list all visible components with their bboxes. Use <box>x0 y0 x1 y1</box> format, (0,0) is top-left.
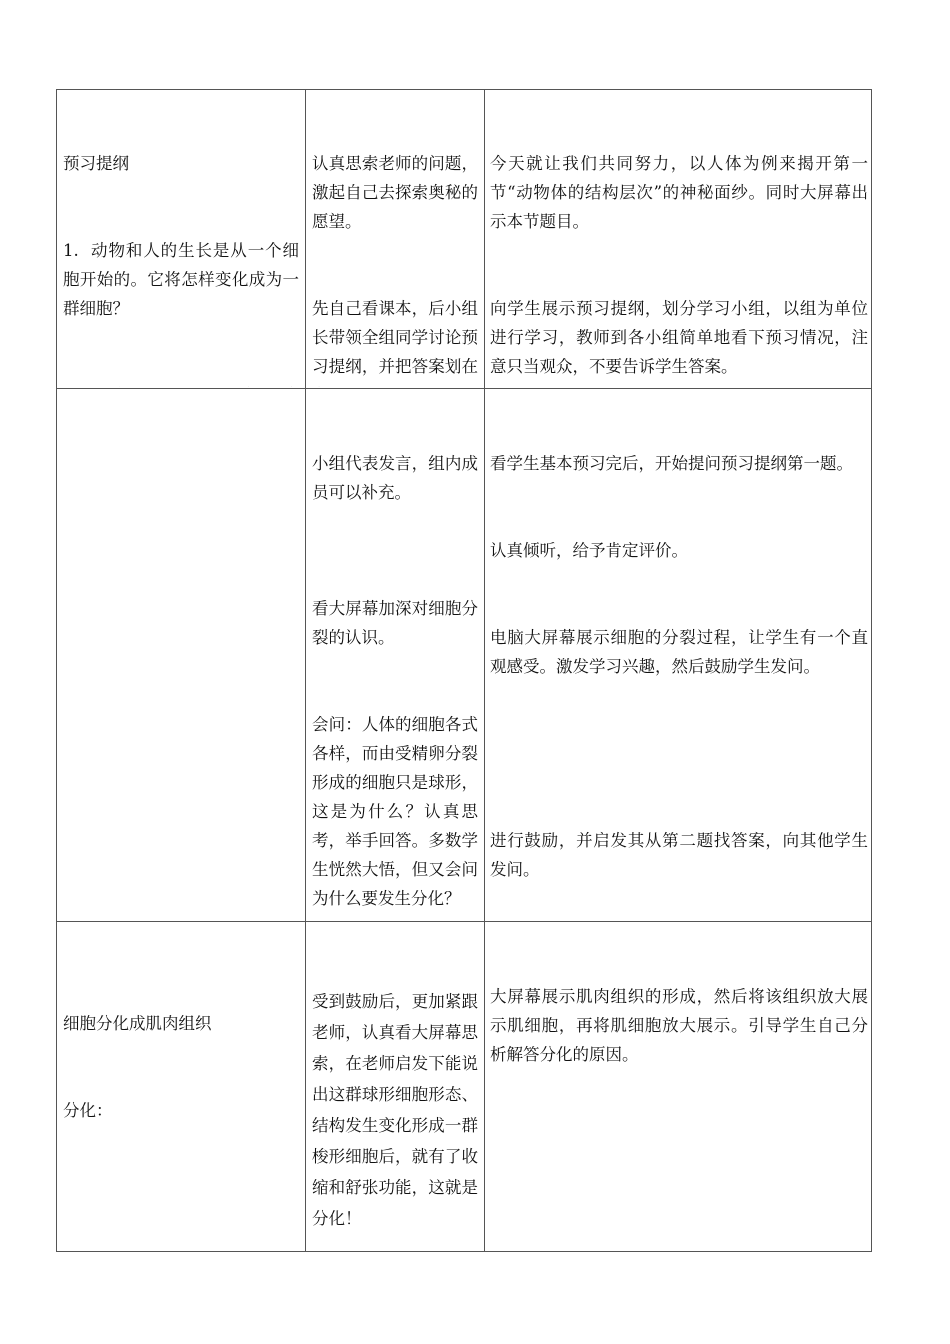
cell-paragraph <box>63 381 299 387</box>
cell-paragraph: 会问：人体的细胞各式各样，而由受精卵分裂形成的细胞只是球形，这是为什么？认真思考，举手回答。多数学生恍然大悟，但又会问为什么要发生分化？ <box>312 715 478 908</box>
row2-content-cell <box>63 421 299 461</box>
lesson-plan-table <box>56 89 872 1252</box>
cell-paragraph: 分化： <box>63 1101 113 1120</box>
row-divider-1 <box>56 388 872 389</box>
row1-teacher-activity-cell <box>490 91 868 387</box>
row1-content-cell <box>63 91 299 387</box>
cell-paragraph: 预习提纲 <box>63 154 129 173</box>
cell-paragraph: 进行鼓励，并启发其从第二题找答案，向其他学生发问。 <box>490 831 868 879</box>
table-border-bottom <box>56 1251 872 1252</box>
row3-content-cell <box>63 951 299 1141</box>
cell-paragraph: 向学生展示预习提纲，划分学习小组，以组为单位进行学习，教师到各小组简单地看下预习情况，注意只当观众，不要告诉学生答案。 <box>490 299 868 376</box>
row-divider-2 <box>56 921 872 922</box>
row2-student-activity-cell <box>312 391 478 919</box>
cell-paragraph: 受到鼓励后，更加紧跟老师，认真看大屏幕思索，在老师启发下能说出这群球形细胞形态、结构发生变化形成一群梭形细胞后，就有了收缩和舒张功能，这就是分化！ <box>312 992 478 1228</box>
table-border-top <box>56 89 872 90</box>
cell-paragraph: 认真思索老师的问题，激起自己去探索奥秘的愿望。 <box>312 154 478 231</box>
cell-paragraph: 电脑大屏幕展示细胞的分裂过程，让学生有一个直观感受。激发学习兴趣，然后鼓励学生发问。 <box>490 628 868 676</box>
cell-paragraph: 认真倾听，给予肯定评价。 <box>490 541 688 560</box>
cell-paragraph: 先自己看课本，后小组长带领全组同学讨论预习提纲，并把答案划在 <box>312 299 478 376</box>
row2-teacher-activity-cell <box>490 391 868 919</box>
cell-paragraph: 细胞分化成肌肉组织 <box>63 1014 212 1033</box>
row1-student-activity-cell <box>312 91 478 387</box>
cell-paragraph: 大屏幕展示肌肉组织的形成，然后将该组织放大展示肌细胞，再将肌细胞放大展示。引导学生自己分析解答分化的原因。 <box>490 987 868 1064</box>
cell-paragraph: 看大屏幕加深对细胞分裂的认识。 <box>312 599 478 647</box>
column-divider-2 <box>484 89 485 1252</box>
column-divider-1 <box>305 89 306 1252</box>
table-border-right <box>871 89 872 1252</box>
cell-paragraph: 小组代表发言，组内成员可以补充。 <box>312 454 478 502</box>
row3-teacher-activity-cell <box>490 924 868 1124</box>
row3-student-activity-cell <box>312 924 478 1251</box>
cell-paragraph: 今天就让我们共同努力，以人体为例来揭开第一节“动物体的结构层次”的神秘面纱。同时大屏幕出示本节题目。 <box>490 154 868 231</box>
table-border-left <box>56 89 57 1252</box>
cell-paragraph: 看学生基本预习完后，开始提问预习提纲第一题。 <box>490 454 853 473</box>
cell-paragraph: 1. 动物和人的生长是从一个细胞开始的。它将怎样变化成为一群细胞？ <box>63 241 299 318</box>
